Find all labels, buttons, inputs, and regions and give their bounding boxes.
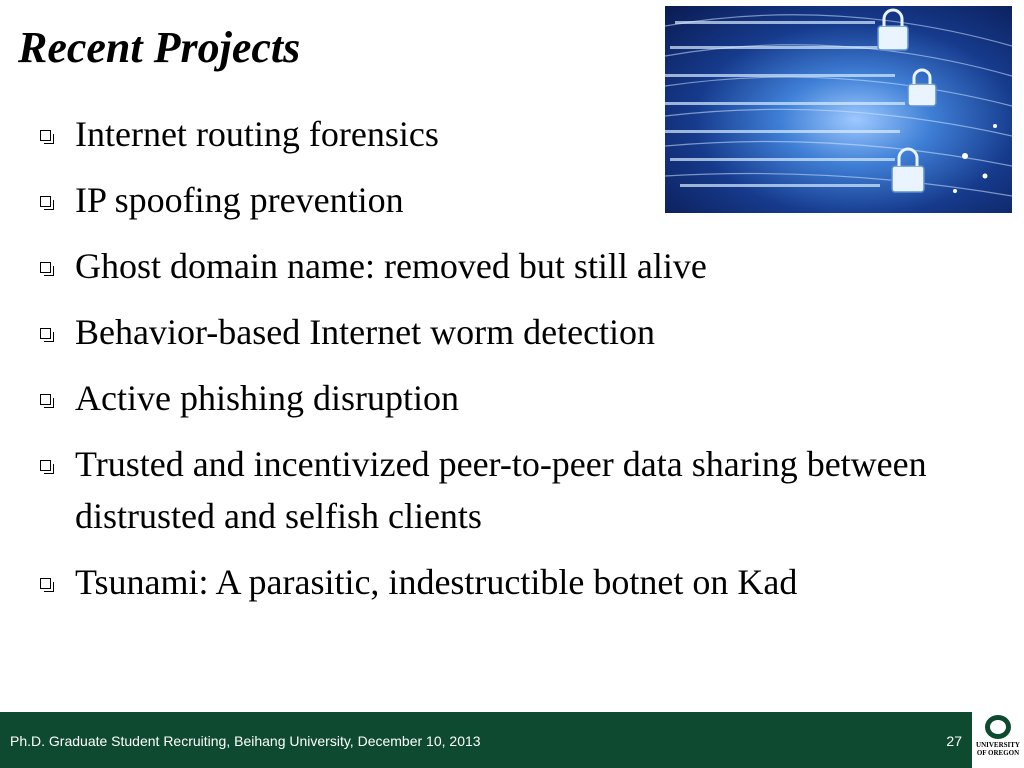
list-item [40,108,1010,160]
square-bullet-icon [40,460,51,471]
slide-title: Recent Projects [18,23,301,72]
bullet-text: IP spoofing prevention [75,180,404,220]
list-item [40,372,1010,424]
bullet-text: Active phishing disruption [75,378,459,418]
list-item [40,556,1010,608]
list-item [40,438,1010,542]
square-bullet-icon [40,262,51,273]
bullet-list [40,108,1010,622]
bullet-text: Trusted and incentivized peer-to-peer data sharing between distrusted and selfish clients [75,444,927,536]
bullet-text: Tsunami: A parasitic, indestructible botnet on Kad [75,562,798,602]
bullet-text: Ghost domain name: removed but still alive [75,246,707,286]
slide-footer [0,712,972,768]
logo-text: UNIVERSITY OF OREGON [976,741,1020,757]
square-bullet-icon [40,328,51,339]
bullet-text: Internet routing forensics [75,114,439,154]
square-bullet-icon [40,196,51,207]
list-item [40,240,1010,292]
page-number: 27 [946,733,962,749]
list-item [40,306,1010,358]
bullet-text: Behavior-based Internet worm detection [75,312,656,352]
footer-text: Ph.D. Graduate Student Recruiting, Beihang University, December 10, 2013 [10,733,481,749]
university-logo [972,712,1024,768]
square-bullet-icon [40,394,51,405]
oregon-o-icon [985,715,1011,739]
square-bullet-icon [40,578,51,589]
square-bullet-icon [40,130,51,141]
list-item [40,174,1010,226]
